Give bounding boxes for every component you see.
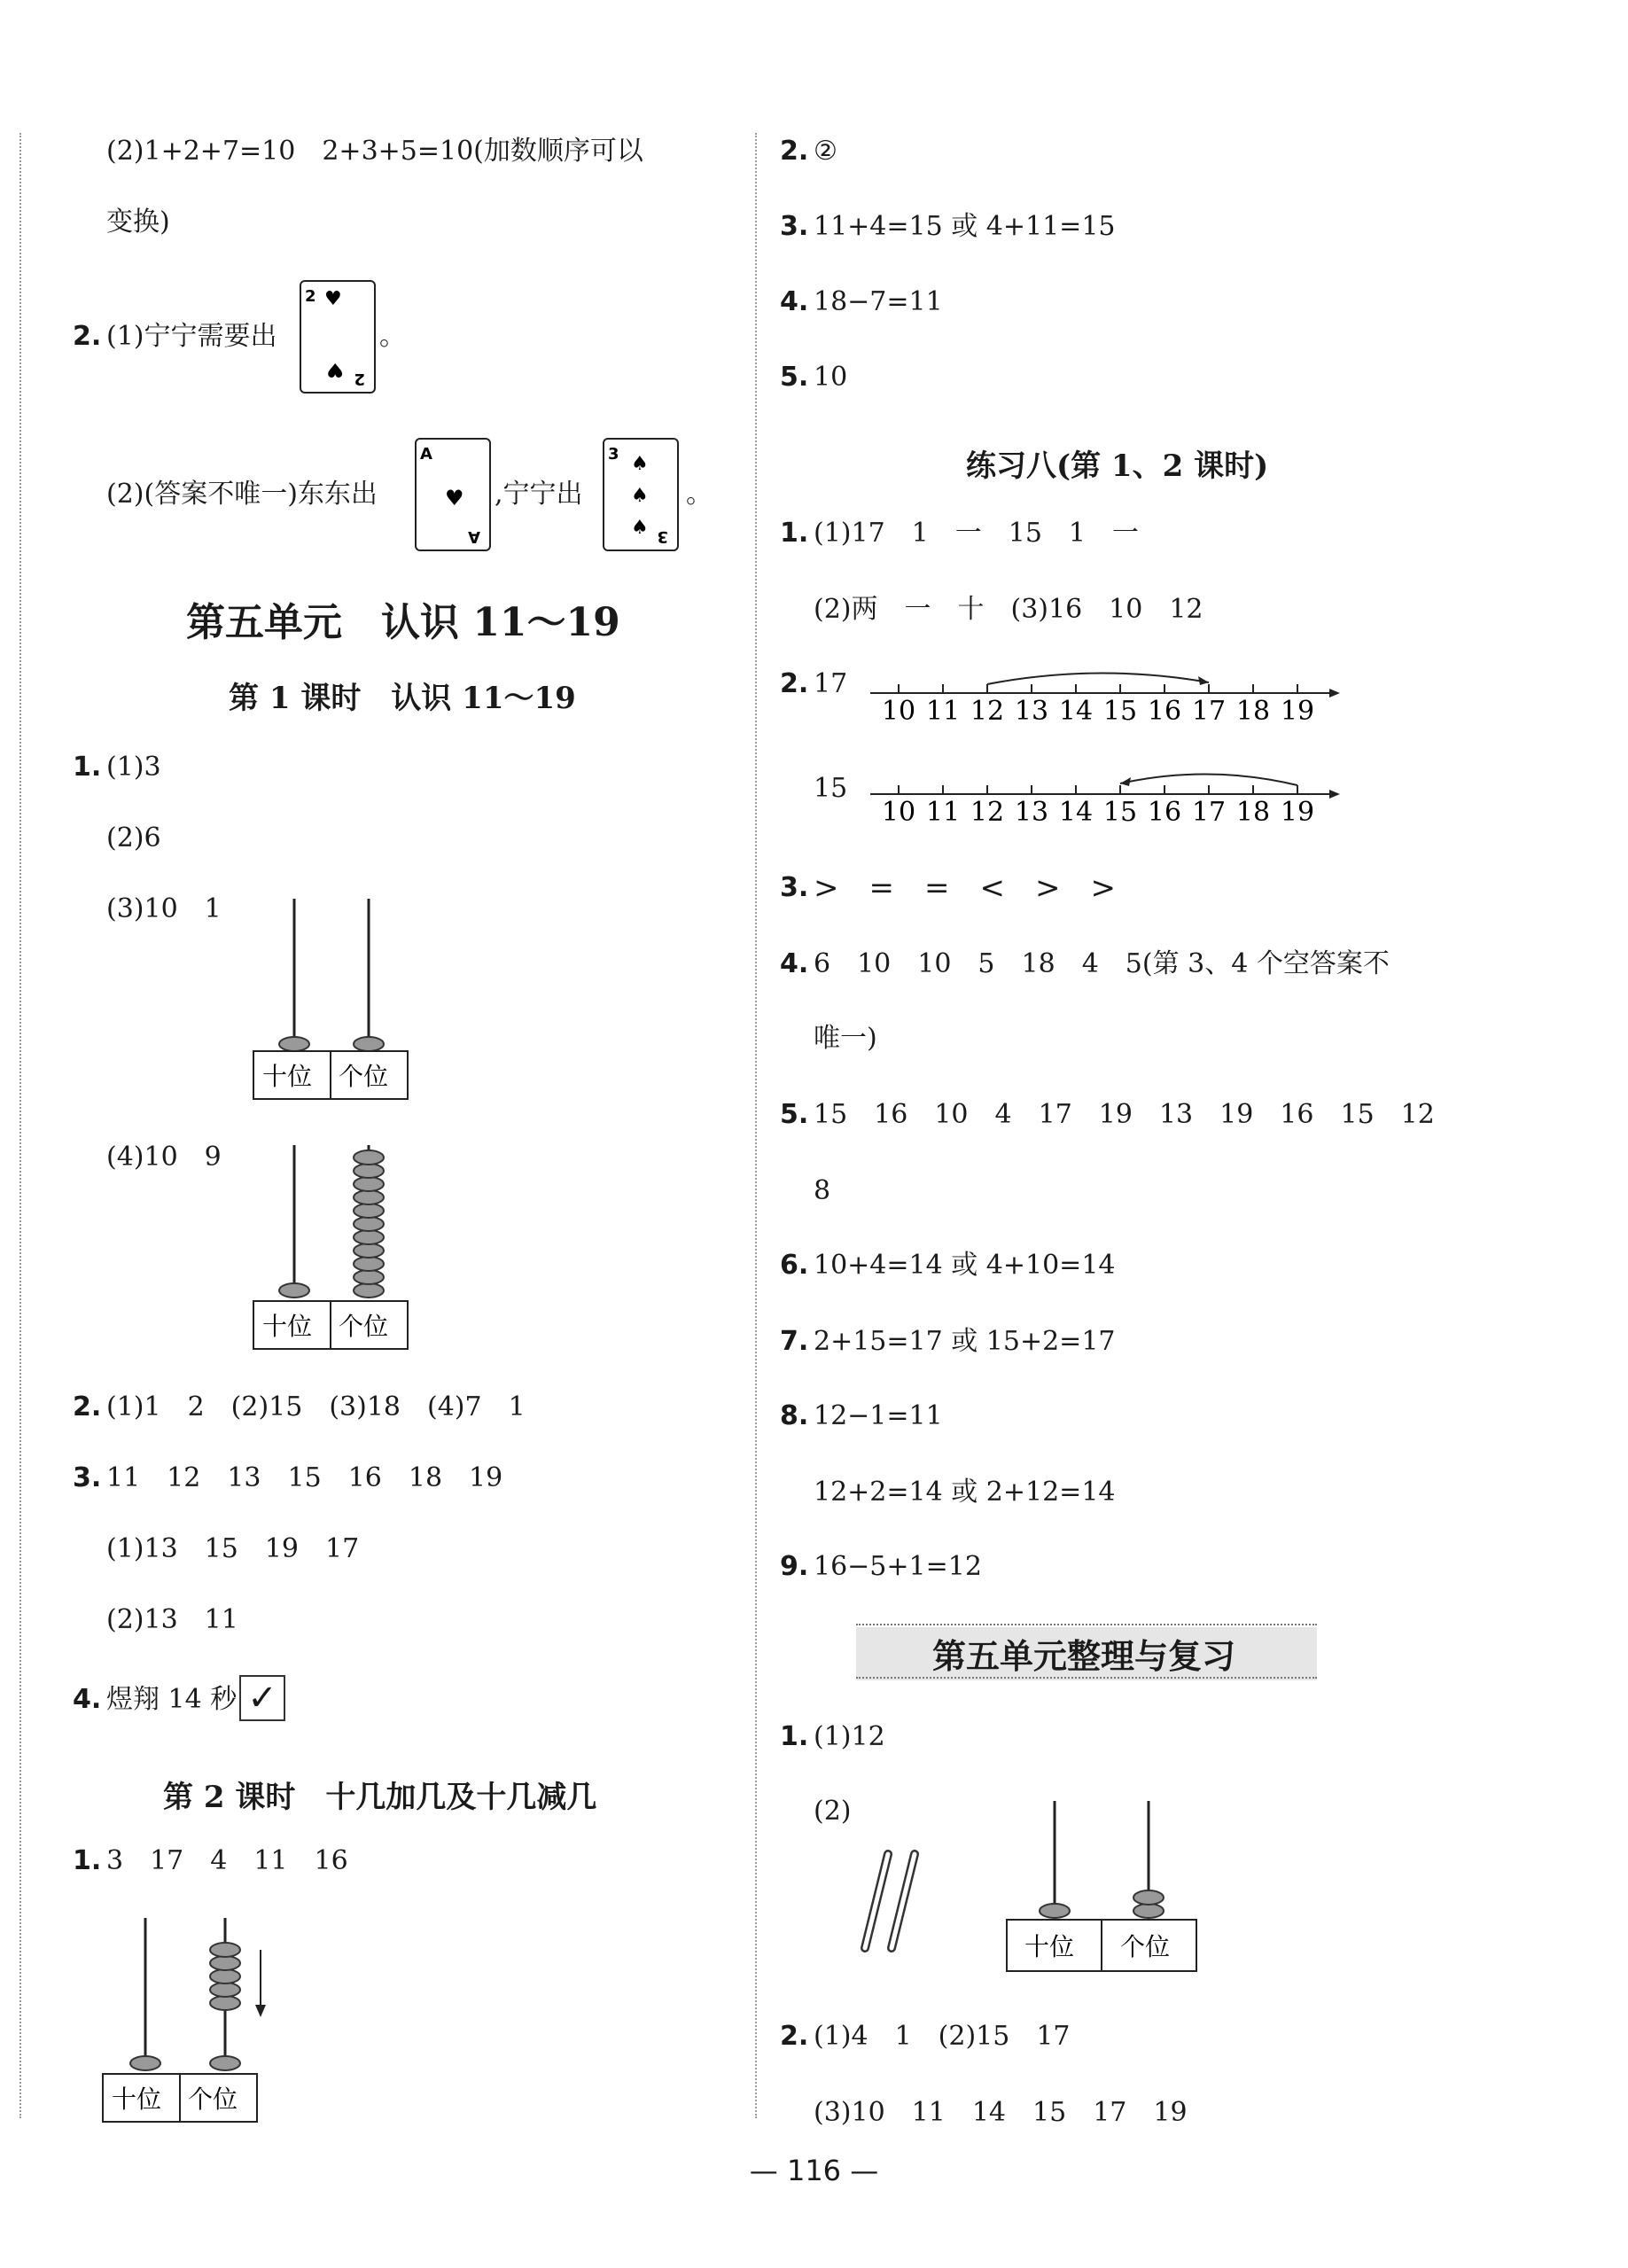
lesson2-title: 第 2 课时 十几加几及十几减几 (163, 1780, 597, 1815)
number-line (867, 666, 1345, 729)
unit-title: 第五单元 认识 11～19 (186, 600, 620, 645)
answer-text: 11+4=15 或 4+11=15 (814, 211, 1116, 242)
number-line-label: 10 (881, 696, 916, 727)
abacus-diagram (1005, 1801, 1200, 1975)
number-line-label: 11 (925, 797, 961, 828)
number-line-label: 11 (925, 696, 961, 727)
svg-text:♠: ♠ (631, 453, 649, 475)
svg-text:个位: 个位 (339, 1312, 389, 1341)
answer-text: 煜翔 14 秒 (106, 1684, 238, 1715)
counting-sticks (856, 1849, 927, 1957)
answer-text: 12−1=11 (814, 1400, 943, 1431)
answer-text: 6 10 10 5 18 4 5(第 3、4 个空答案不 (814, 948, 1390, 979)
q2-part1-text: (1)宁宁需要出 (106, 321, 277, 352)
playing-card-3-spades (603, 438, 679, 551)
svg-text:♠: ♠ (631, 517, 649, 539)
question-number: 3. (73, 1462, 102, 1493)
answer-text: ② (814, 136, 837, 167)
question-number: 4. (73, 1684, 102, 1715)
answer-text: (2)6 (106, 822, 161, 853)
q2-part1-end: 。 (379, 321, 406, 352)
question-number: 4. (780, 286, 809, 317)
number-line-label: 19 (1280, 696, 1315, 727)
number-line-label: 17 (1191, 696, 1227, 727)
svg-text:十位: 十位 (262, 1062, 313, 1091)
question-number: 2. (73, 321, 102, 352)
page-number: — 116 — (749, 2154, 879, 2187)
number-line (867, 768, 1345, 830)
question-number: 5. (780, 362, 809, 393)
question-number: 3. (780, 211, 809, 242)
svg-text:十位: 十位 (112, 2085, 162, 2114)
answer-text: (1)1 2 (2)15 (3)18 (4)7 1 (106, 1391, 526, 1422)
answer-text: (2)13 11 (106, 1604, 238, 1635)
number-line-label: 10 (881, 797, 916, 828)
question-number: 1. (73, 1845, 102, 1876)
left-line-2: 变换) (106, 207, 170, 238)
answer-text: 15 (814, 773, 848, 804)
number-line-label: 13 (1014, 696, 1049, 727)
svg-text:3: 3 (657, 527, 668, 546)
svg-text:十位: 十位 (262, 1312, 313, 1341)
number-line-label: 18 (1235, 797, 1271, 828)
q2-part2-text: (2)(答案不唯一)东东出 (106, 479, 378, 510)
answer-text: 18−7=11 (814, 286, 943, 317)
svg-text:个位: 个位 (1120, 1932, 1171, 1961)
svg-text:♥: ♥ (326, 358, 344, 380)
number-line-label: 13 (1014, 797, 1049, 828)
answer-text: 17 (814, 668, 848, 699)
banner-top-line (856, 1624, 1317, 1625)
review-title: 第五单元整理与复习 (932, 1636, 1236, 1676)
card-rank: 2 (305, 287, 316, 306)
banner-bottom-line (856, 1677, 1317, 1679)
question-number: 1. (780, 518, 809, 549)
answer-text: (3)10 11 14 15 17 19 (814, 2097, 1188, 2128)
number-line-label: 16 (1147, 696, 1182, 727)
answer-text: (2) (814, 1796, 852, 1827)
number-line-label: 14 (1058, 797, 1094, 828)
left-line-1: (2)1+2+7=10 2+3+5=10(加数顺序可以 (106, 136, 643, 167)
number-line-label: 15 (1102, 797, 1138, 828)
abacus-diagram (252, 1145, 411, 1351)
svg-text:A: A (468, 527, 480, 546)
answer-text: 2+15=17 或 15+2=17 (814, 1326, 1116, 1357)
question-number: 5. (780, 1099, 809, 1130)
svg-text:2: 2 (354, 370, 365, 388)
answer-text: (2)两 一 十 (3)16 10 12 (814, 594, 1203, 625)
svg-text:♠: ♠ (631, 485, 649, 507)
question-number: 7. (780, 1326, 809, 1357)
answer-text: 3 17 4 11 16 (106, 1845, 348, 1876)
answer-text: 10 (814, 362, 848, 393)
question-number: 1. (780, 1721, 809, 1752)
svg-text:个位: 个位 (339, 1062, 389, 1091)
answer-text: (1)17 1 一 15 1 一 (814, 518, 1140, 549)
column-divider (755, 133, 757, 2118)
answer-text: (1)4 1 (2)15 17 (814, 2021, 1071, 2052)
playing-card-ace-hearts (415, 438, 491, 551)
question-number: 2. (780, 668, 809, 699)
answer-text: 10+4=14 或 4+10=14 (814, 1250, 1116, 1281)
question-number: 4. (780, 948, 809, 979)
svg-text:十位: 十位 (1024, 1932, 1075, 1961)
answer-text: 12+2=14 或 2+12=14 (814, 1477, 1116, 1508)
answer-text: 11 12 13 15 16 18 19 (106, 1462, 503, 1493)
question-number: 3. (780, 872, 809, 903)
answer-text: 唯一) (814, 1023, 877, 1054)
question-number: 2. (780, 2021, 809, 2052)
answer-text: > = = < > > (814, 870, 1116, 906)
question-number: 1. (73, 752, 102, 783)
left-margin-dots (19, 133, 21, 2118)
abacus-diagram (101, 1914, 314, 2124)
q2-part2-end: 。 (686, 479, 713, 510)
number-line-label: 14 (1058, 696, 1094, 727)
playing-card-2-hearts (300, 280, 376, 394)
answer-text: 15 16 10 4 17 19 13 19 16 15 12 (814, 1099, 1435, 1130)
question-number: 2. (73, 1391, 102, 1422)
answer-text: (3)10 1 (106, 893, 222, 924)
svg-text:个位: 个位 (188, 2085, 238, 2114)
exercise8-title: 练习八(第 1、2 课时) (966, 448, 1269, 484)
answer-text: (1)13 15 19 17 (106, 1533, 360, 1564)
question-number: 2. (780, 136, 809, 167)
answer-text: (1)12 (814, 1721, 885, 1752)
answer-text: 8 (814, 1175, 831, 1206)
answer-text: (4)10 9 (106, 1142, 222, 1173)
number-line-label: 12 (970, 797, 1005, 828)
answer-text: 16−5+1=12 (814, 1551, 982, 1582)
number-line-label: 15 (1102, 696, 1138, 727)
q2-part2-mid: ,宁宁出 (495, 479, 583, 510)
svg-text:3: 3 (608, 445, 619, 464)
svg-text:♥: ♥ (324, 288, 342, 310)
number-line-label: 16 (1147, 797, 1182, 828)
svg-text:A: A (420, 445, 432, 464)
number-line-label: 19 (1280, 797, 1315, 828)
number-line-label: 12 (970, 696, 1005, 727)
number-line-label: 18 (1235, 696, 1271, 727)
jump-arrow (987, 673, 1209, 684)
answer-text: (1)3 (106, 752, 161, 783)
question-number: 8. (780, 1400, 809, 1431)
abacus-diagram (252, 895, 411, 1101)
question-number: 6. (780, 1250, 809, 1281)
check-box: ✓ (239, 1675, 285, 1721)
number-line-label: 17 (1191, 797, 1227, 828)
svg-text:♥: ♥ (445, 486, 464, 510)
jump-arrow (1120, 774, 1297, 785)
question-number: 9. (780, 1551, 809, 1582)
lesson1-title: 第 1 课时 认识 11～19 (229, 681, 576, 716)
